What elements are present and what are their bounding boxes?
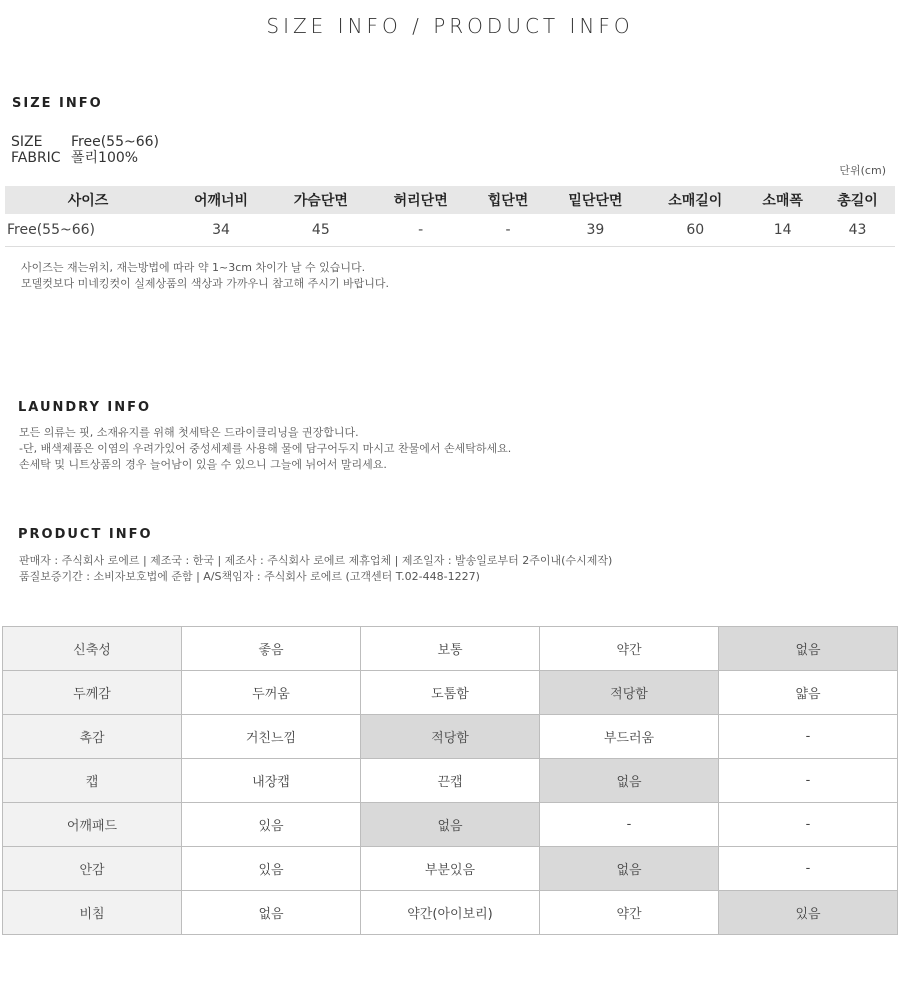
property-option: 있음	[182, 847, 361, 891]
size-table-row	[5, 214, 895, 247]
size-note: 사이즈는 재는위치, 재는방법에 따라 약 1~3cm 차이가 날 수 있습니다.	[21, 261, 366, 274]
property-row	[3, 627, 898, 671]
property-row	[3, 671, 898, 715]
product-line: 판매자 : 주식회사 로에르 | 제조국 : 한국 | 제조사 : 주식회사 로에르 제휴업체 | 제조일자 : 발송일로부터 2주이내(수시제작)	[19, 554, 613, 567]
fabric-key: FABRIC	[11, 150, 61, 166]
property-option: 약간	[540, 891, 719, 935]
laundry-notes	[19, 425, 511, 473]
property-label: 안감	[3, 847, 182, 891]
laundry-info-heading: LAUNDRY INFO	[18, 400, 152, 415]
size-info-heading: SIZE INFO	[12, 96, 103, 111]
property-label: 두께감	[3, 671, 182, 715]
property-row	[3, 759, 898, 803]
size-col-header: 총길이	[820, 186, 895, 214]
property-label: 촉감	[3, 715, 182, 759]
size-cell: 45	[271, 214, 371, 247]
property-option: 두꺼움	[182, 671, 361, 715]
property-option-selected: 적당함	[361, 715, 540, 759]
laundry-line: -단, 배색제품은 이염의 우려가있어 중성세제를 사용해 물에 담구어두지 마시고 찬물에서 손세탁하세요.	[19, 442, 512, 455]
property-option: 얇음	[719, 671, 898, 715]
size-cell: 43	[820, 214, 895, 247]
size-col-header: 소매길이	[645, 186, 745, 214]
size-cell: Free(55~66)	[5, 214, 171, 247]
size-cell: -	[371, 214, 471, 247]
fabric-spec	[11, 150, 138, 166]
property-label: 어깨패드	[3, 803, 182, 847]
size-cell: 39	[545, 214, 645, 247]
property-option: 도톰함	[361, 671, 540, 715]
product-notes	[19, 553, 612, 585]
property-option: 약간(아이보리)	[361, 891, 540, 935]
unit-label: 단위(cm)	[839, 164, 886, 177]
size-cell: 14	[745, 214, 820, 247]
property-option: 약간	[540, 627, 719, 671]
property-option: -	[719, 759, 898, 803]
size-table	[5, 186, 895, 247]
size-value: Free(55~66)	[71, 134, 159, 150]
property-option: -	[719, 715, 898, 759]
size-table-header-row	[5, 186, 895, 214]
property-option: 거친느낌	[182, 715, 361, 759]
property-option: 부분있음	[361, 847, 540, 891]
fabric-value: 폴리100%	[71, 150, 139, 166]
property-row	[3, 715, 898, 759]
property-label: 신축성	[3, 627, 182, 671]
size-key: SIZE	[11, 134, 43, 150]
property-option-selected: 적당함	[540, 671, 719, 715]
property-option: 내장캡	[182, 759, 361, 803]
property-row	[3, 803, 898, 847]
size-spec	[11, 134, 159, 150]
property-option: 좋음	[182, 627, 361, 671]
property-label: 비침	[3, 891, 182, 935]
size-note: 모델컷보다 미네킹컷이 실제상품의 색상과 가까우니 참고해 주시기 바랍니다.	[21, 277, 390, 290]
property-row	[3, 891, 898, 935]
page-title: SIZE INFO / PRODUCT INFO	[266, 14, 634, 38]
size-col-header: 소매폭	[745, 186, 820, 214]
size-col-header: 어깨너비	[171, 186, 271, 214]
property-option: 있음	[182, 803, 361, 847]
size-col-header: 사이즈	[5, 186, 171, 214]
size-cell: -	[471, 214, 546, 247]
size-cell: 60	[645, 214, 745, 247]
property-option: -	[540, 803, 719, 847]
size-notes	[21, 260, 389, 292]
property-label: 캡	[3, 759, 182, 803]
laundry-line: 손세탁 및 니트상품의 경우 늘어남이 있을 수 있으니 그늘에 뉘어서 말리세요.	[19, 458, 387, 471]
property-option-selected: 없음	[540, 759, 719, 803]
property-option: -	[719, 847, 898, 891]
product-info-heading: PRODUCT INFO	[18, 527, 153, 542]
size-col-header: 허리단면	[371, 186, 471, 214]
size-col-header: 힙단면	[471, 186, 546, 214]
property-option: 부드러움	[540, 715, 719, 759]
size-col-header: 밑단단면	[545, 186, 645, 214]
property-option-selected: 없음	[540, 847, 719, 891]
property-option: 없음	[182, 891, 361, 935]
property-option-selected: 없음	[719, 627, 898, 671]
property-table	[2, 626, 898, 935]
property-option: -	[719, 803, 898, 847]
product-line: 품질보증기간 : 소비자보호법에 준함 | A/S책임자 : 주식회사 로에르 (고객센터 T.02-448-1227)	[19, 570, 480, 583]
laundry-line: 모든 의류는 핏, 소재유지를 위해 첫세탁은 드라이클리닝을 권장합니다.	[19, 426, 359, 439]
property-row	[3, 847, 898, 891]
property-option-selected: 없음	[361, 803, 540, 847]
property-option: 보통	[361, 627, 540, 671]
property-option-selected: 있음	[719, 891, 898, 935]
property-option: 끈캡	[361, 759, 540, 803]
size-cell: 34	[171, 214, 271, 247]
size-col-header: 가슴단면	[271, 186, 371, 214]
